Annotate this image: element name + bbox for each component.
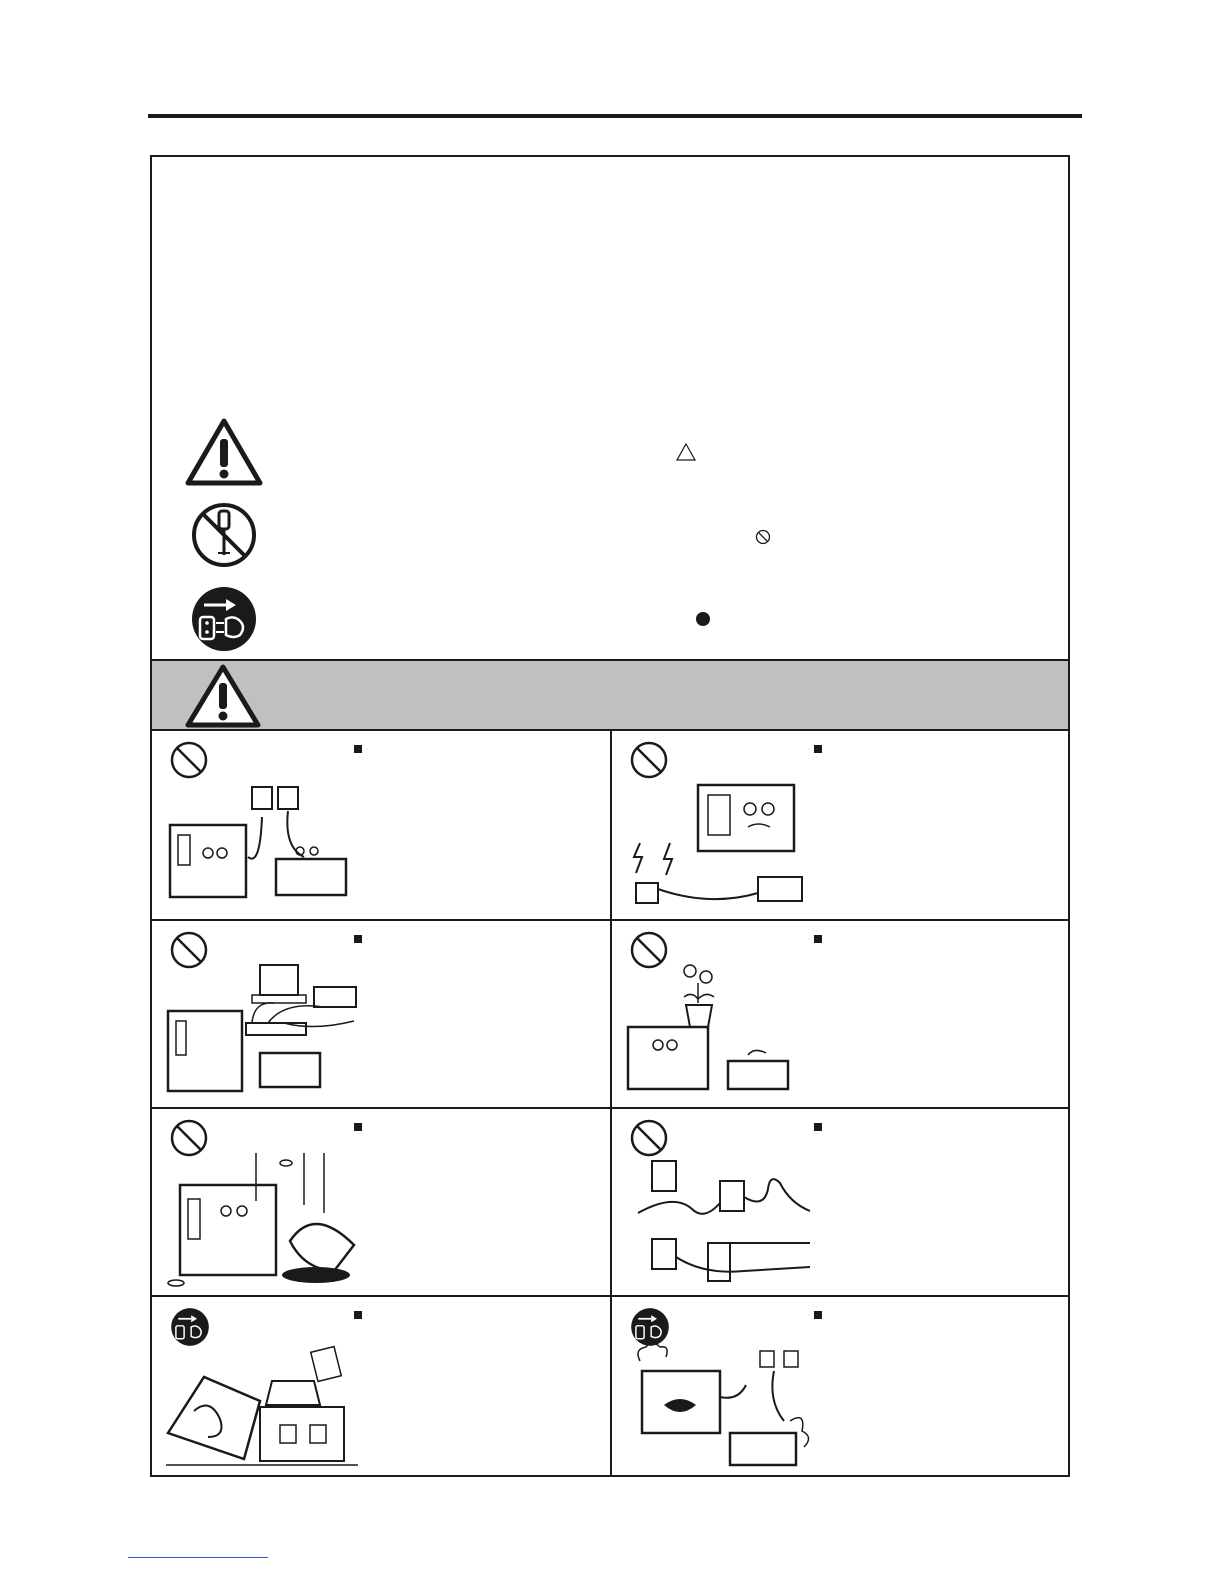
bullet-marker	[354, 1123, 362, 1131]
warning-triangle-icon	[184, 417, 264, 487]
objects-falling-into-printer-illustration	[164, 1149, 360, 1289]
warning-cell	[612, 1107, 1068, 1295]
bullet-marker	[354, 745, 362, 753]
warning-cell	[152, 731, 612, 919]
filled-dot-icon	[695, 611, 711, 627]
legend-warning-row	[184, 417, 264, 487]
printer-dropped-illustration	[164, 1341, 360, 1469]
warning-cell	[612, 731, 1068, 919]
bullet-marker	[814, 1311, 822, 1319]
warning-cell	[612, 919, 1068, 1107]
small-prohibit-icon	[755, 529, 771, 545]
warning-cell	[152, 1107, 612, 1295]
prohibit-icon	[630, 741, 668, 779]
bullet-marker	[814, 745, 822, 753]
damaged-cord-illustration	[634, 1153, 814, 1289]
overloaded-power-strip-illustration	[164, 961, 360, 1097]
flower-vase-on-printer-illustration	[624, 961, 794, 1097]
warning-grid	[152, 731, 1068, 1475]
safety-frame	[150, 155, 1070, 1477]
printer-separate-outlets-illustration	[164, 777, 354, 907]
warning-cell	[612, 1295, 1068, 1475]
legend-unplug-row	[190, 585, 258, 653]
bullet-marker	[814, 935, 822, 943]
bullet-marker	[814, 1123, 822, 1131]
header-rule	[148, 114, 1082, 118]
legend-prohibit-row	[190, 501, 258, 569]
prohibit-icon	[630, 1119, 668, 1157]
unplug-icon	[190, 585, 258, 653]
no-disassembly-icon	[190, 501, 258, 569]
warning-cell	[152, 1295, 612, 1475]
bullet-marker	[354, 935, 362, 943]
bottom-link-underline[interactable]	[128, 1557, 268, 1558]
bullet-marker	[354, 1311, 362, 1319]
prohibit-icon	[170, 741, 208, 779]
small-triangle-icon	[676, 443, 696, 461]
warning-cell	[152, 919, 612, 1107]
smoking-printer-illustration	[634, 1341, 814, 1471]
sparking-outlet-illustration	[630, 777, 810, 909]
warning-band-triangle-icon	[184, 663, 262, 729]
warning-band	[152, 659, 1068, 731]
